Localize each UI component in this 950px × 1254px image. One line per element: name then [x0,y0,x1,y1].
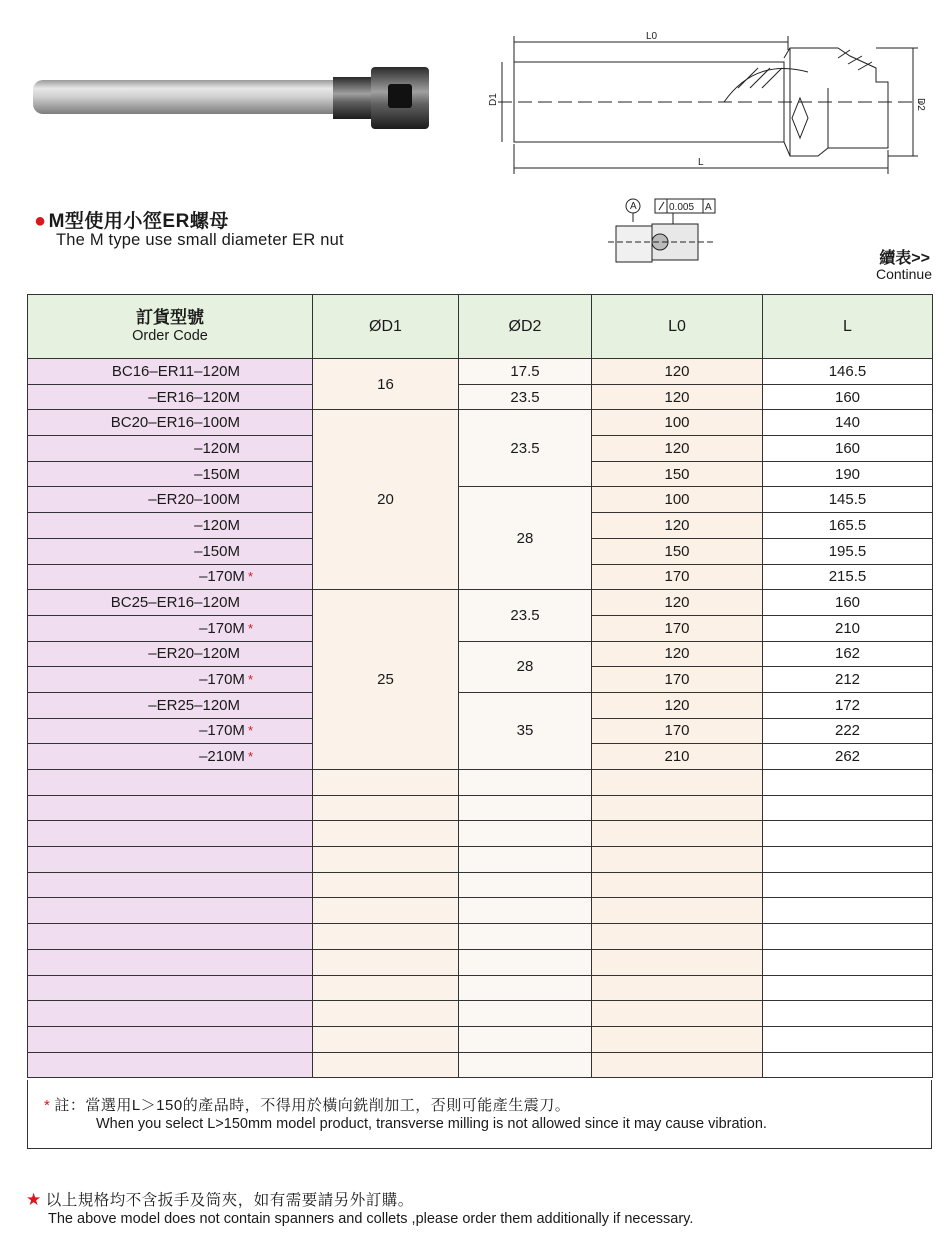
l0-cell: 100 [592,487,763,513]
empty-cell [28,924,313,950]
l0-cell: 120 [592,590,763,616]
vibration-note-marker: * [247,620,253,636]
empty-cell [313,872,459,898]
l-cell: 140 [763,410,933,436]
order-code-text: –170M [199,568,245,586]
d1-cell: 16 [313,359,459,410]
d2-cell: 28 [459,641,592,692]
order-code-text: BC25–ER16–120M [110,594,240,612]
continue-label-zh: 續表>> [879,250,930,267]
table-row [28,359,933,385]
order-code-text: –210M [199,748,245,766]
order-code-text: –170M [199,722,245,740]
l0-cell: 120 [592,692,763,718]
empty-table-row [28,924,933,950]
empty-table-row [28,898,933,924]
order-code-cell [28,641,313,667]
empty-cell [592,1001,763,1027]
datum-a-label: A [630,201,637,212]
empty-cell [592,1052,763,1078]
d1-cell: 25 [313,590,459,770]
empty-table-row [28,821,933,847]
empty-cell [763,949,933,975]
empty-cell [459,949,592,975]
order-code-cell [28,410,313,436]
table-header-row [28,295,933,359]
header-l: L [763,295,933,359]
empty-cell [763,898,933,924]
empty-cell [313,1052,459,1078]
empty-cell [763,1026,933,1052]
empty-cell [28,872,313,898]
empty-cell [459,795,592,821]
l0-cell: 100 [592,410,763,436]
empty-table-row [28,949,933,975]
l0-cell: 120 [592,641,763,667]
table-row [28,692,933,718]
empty-cell [763,795,933,821]
empty-cell [313,795,459,821]
runout-ref-label: A [705,202,712,213]
section-title-en: The M type use small diameter ER nut [56,231,344,249]
empty-cell [763,975,933,1001]
l-cell: 215.5 [763,564,933,590]
spec-table [27,294,933,1078]
table-row [28,590,933,616]
empty-cell [459,821,592,847]
l-cell: 165.5 [763,513,933,539]
order-code-cell [28,590,313,616]
vibration-note-marker: * [247,672,253,688]
order-code-cell [28,436,313,462]
l-cell: 212 [763,667,933,693]
empty-cell [28,949,313,975]
order-code-text: –ER25–120M [148,696,240,714]
l-cell: 195.5 [763,538,933,564]
d2-cell: 35 [459,692,592,769]
l0-cell: 120 [592,384,763,410]
l0-cell: 150 [592,461,763,487]
empty-cell [592,872,763,898]
order-code-cell [28,744,313,770]
runout-value-label: 0.005 [669,202,695,213]
empty-cell [763,821,933,847]
empty-cell [28,1001,313,1027]
bullet-icon: ● [34,210,47,232]
order-code-cell [28,384,313,410]
order-code-text: –ER16–120M [148,388,240,406]
order-code-cell [28,538,313,564]
l0-cell: 210 [592,744,763,770]
empty-cell [459,924,592,950]
empty-table-row [28,1052,933,1078]
empty-cell [459,898,592,924]
order-code-text: –150M [194,542,240,560]
order-code-text: –120M [194,439,240,457]
l-cell: 146.5 [763,359,933,385]
empty-cell [763,847,933,873]
order-code-cell [28,564,313,590]
order-code-text: –150M [194,465,240,483]
l0-cell: 150 [592,538,763,564]
l-cell: 172 [763,692,933,718]
empty-cell [592,770,763,796]
vibration-note-marker: * [247,749,253,765]
empty-cell [592,821,763,847]
order-code-cell [28,692,313,718]
dimension-l-label: L [698,157,704,168]
order-code-text: BC16–ER11–120M [111,362,240,380]
l-cell: 160 [763,436,933,462]
note-zh: * 註：當選用L＞150的產品時，不得用於橫向銑削加工，否則可能產生震刀。 [44,1097,571,1114]
empty-cell [28,795,313,821]
empty-cell [763,1001,933,1027]
l-cell: 190 [763,461,933,487]
empty-cell [592,924,763,950]
empty-cell [459,770,592,796]
l0-cell: 170 [592,718,763,744]
empty-cell [763,770,933,796]
header-d1: ØD1 [313,295,459,359]
d1-cell: 20 [313,410,459,590]
d2-cell: 17.5 [459,359,592,385]
dimension-d1-label: D1 [488,93,499,106]
l0-cell: 120 [592,513,763,539]
empty-cell [459,975,592,1001]
order-code-text: –120M [194,516,240,534]
order-code-text: –ER20–100M [148,491,240,509]
empty-table-row [28,1001,933,1027]
header-d2: ØD2 [459,295,592,359]
empty-cell [459,1052,592,1078]
empty-cell [313,949,459,975]
empty-cell [313,975,459,1001]
dimension-d2-label: D2 [915,98,926,111]
product-photo [28,62,448,142]
order-code-cell [28,667,313,693]
footer-note-zh: ★ 以上規格均不含扳手及筒夾，如有需要請另外訂購。 [26,1190,414,1209]
l-cell: 160 [763,384,933,410]
l-cell: 145.5 [763,487,933,513]
empty-cell [592,975,763,1001]
empty-cell [28,898,313,924]
empty-cell [28,847,313,873]
order-code-text: –ER20–120M [148,645,240,663]
empty-cell [592,847,763,873]
order-code-text: BC20–ER16–100M [110,414,240,432]
header-l0: L0 [592,295,763,359]
order-code-cell [28,461,313,487]
empty-table-row [28,975,933,1001]
order-code-text: –170M [199,671,245,689]
dimension-l0-label: L0 [646,31,658,42]
empty-cell [592,1026,763,1052]
technical-drawing [478,28,933,178]
table-body [28,359,933,1078]
l-cell: 222 [763,718,933,744]
section-title-zh: ● M型使用小徑ER螺母 [34,210,229,232]
footer-note-en: The above model does not contain spanners and collets ,please order them additionally if necessary. [48,1211,694,1227]
empty-cell [592,898,763,924]
empty-cell [459,847,592,873]
table-row [28,384,933,410]
empty-cell [763,924,933,950]
l0-cell: 170 [592,667,763,693]
table-row [28,487,933,513]
d2-cell: 23.5 [459,384,592,410]
empty-cell [313,847,459,873]
note-box [27,1080,932,1149]
order-code-text: –170M [199,619,245,637]
table-row [28,641,933,667]
empty-cell [592,795,763,821]
l-cell: 162 [763,641,933,667]
vibration-note-marker: * [247,569,253,585]
empty-table-row [28,1026,933,1052]
order-code-cell [28,718,313,744]
l0-cell: 170 [592,564,763,590]
order-code-cell [28,513,313,539]
empty-cell [459,872,592,898]
empty-cell [313,924,459,950]
order-code-cell [28,487,313,513]
note-en: When you select L>150mm model product, transverse milling is not allowed since it may cause vibration. [96,1116,767,1132]
l-cell: 262 [763,744,933,770]
empty-table-row [28,770,933,796]
empty-cell [28,1026,313,1052]
l-cell: 160 [763,590,933,616]
empty-cell [459,1026,592,1052]
order-code-cell [28,359,313,385]
d2-cell: 23.5 [459,590,592,641]
empty-cell [763,1052,933,1078]
empty-cell [313,1001,459,1027]
runout-tolerance-sketch [608,194,720,276]
empty-cell [28,1052,313,1078]
empty-cell [28,975,313,1001]
d2-cell: 28 [459,487,592,590]
empty-table-row [28,847,933,873]
empty-cell [313,1026,459,1052]
empty-cell [313,898,459,924]
empty-table-row [28,872,933,898]
continue-label-en: Continue [875,266,932,282]
vibration-note-marker: * [247,723,253,739]
table-row [28,410,933,436]
empty-cell [28,821,313,847]
empty-cell [28,770,313,796]
empty-cell [459,1001,592,1027]
empty-cell [592,949,763,975]
star-icon: ★ [26,1190,42,1209]
l-cell: 210 [763,615,933,641]
l0-cell: 120 [592,359,763,385]
empty-table-row [28,795,933,821]
l0-cell: 170 [592,615,763,641]
empty-cell [313,770,459,796]
empty-cell [313,821,459,847]
l0-cell: 120 [592,436,763,462]
empty-cell [763,872,933,898]
header-order-code: 訂貨型號 Order Code [28,295,313,359]
order-code-cell [28,615,313,641]
d2-cell: 23.5 [459,410,592,487]
